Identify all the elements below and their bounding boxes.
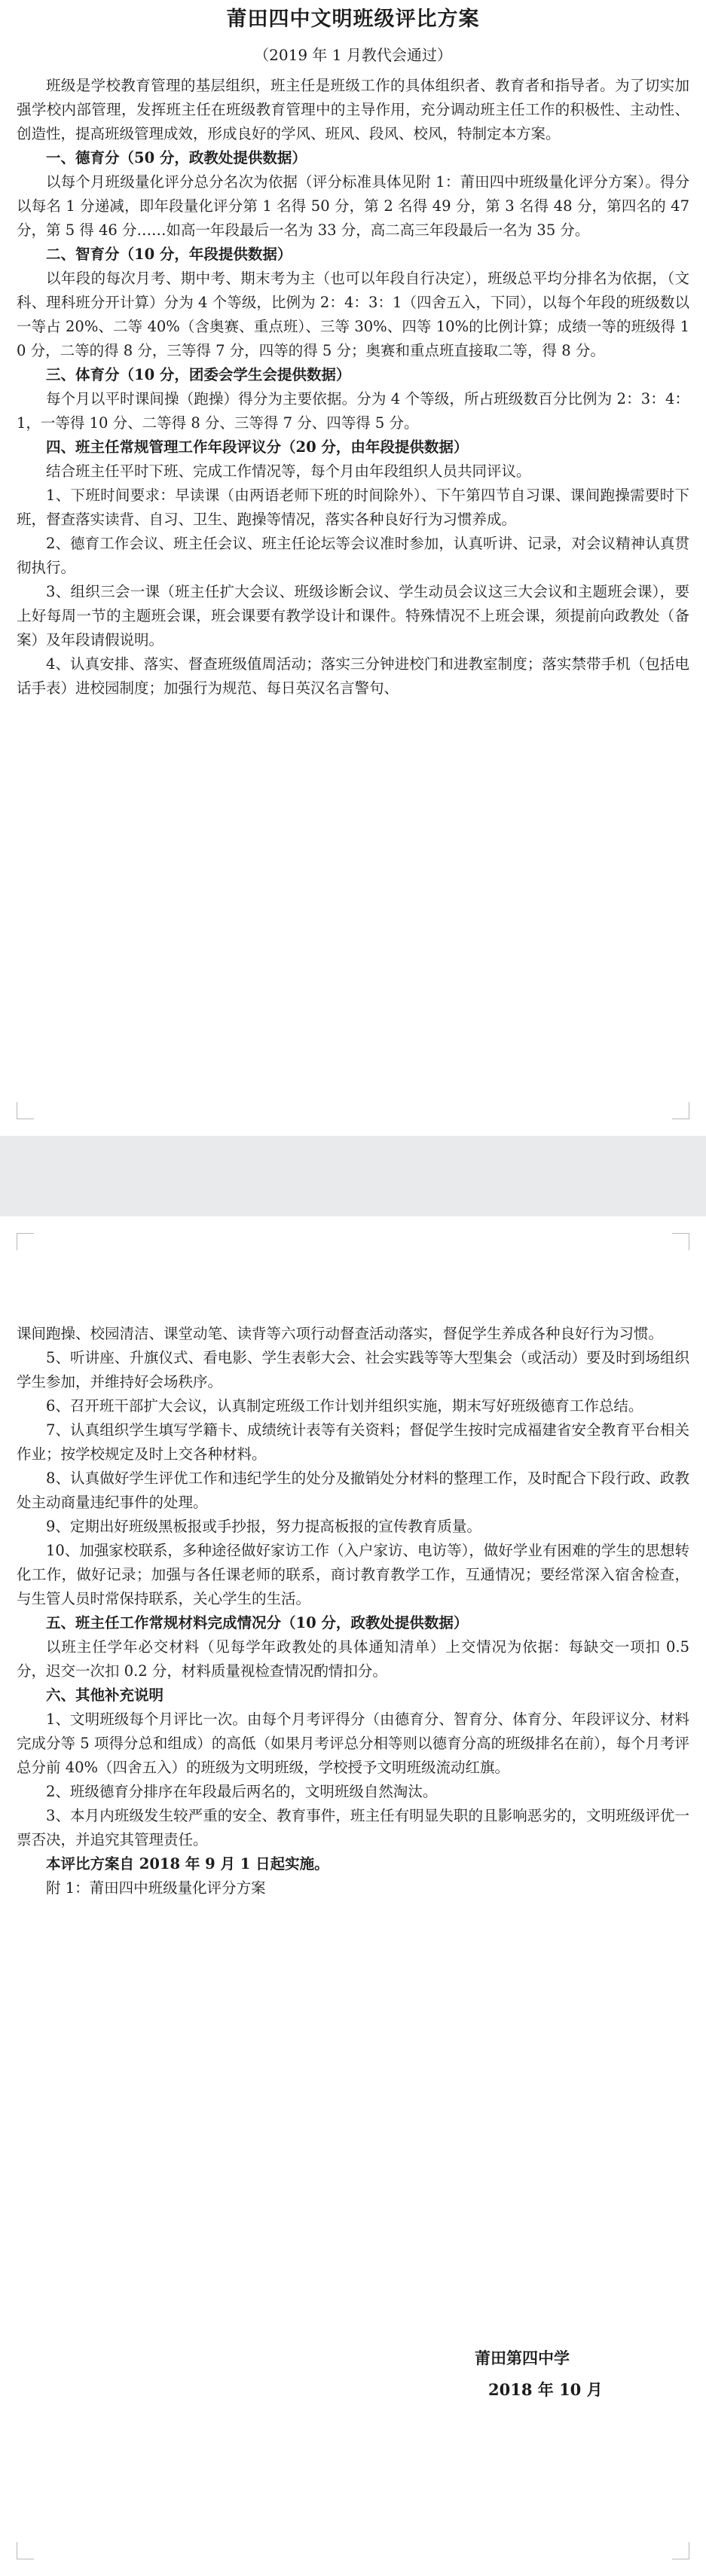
page-corner-mark — [672, 1102, 689, 1119]
page-2-content — [17, 1322, 689, 1900]
paragraph: 课间跑操、校园清洁、课堂动笔、读背等六项行动督查活动落实，督促学生养成各种良好行为习惯。 — [17, 1325, 664, 1342]
section-heading: 一、德育分（50 分，政教处提供数据） — [46, 149, 307, 166]
document-page-1 — [0, 0, 706, 1136]
paragraph: 1、文明班级每个月评比一次。由每个月考评得分（由德育分、智育分、体育分、年段评议分、材料完成分等 5 项得分总和组成）的高低（如果月考评总分相等则以德育分高的班级排名在前），每个月考评总分前 40%（四舍五入）的班级为文明班级，学校授予文明班级流动红旗。 — [17, 1711, 689, 1776]
paragraph: 2、班级德育分排序在年段最后两名的，文明班级自然淘汰。 — [46, 1783, 438, 1800]
page-corner-mark — [17, 1233, 34, 1250]
signature-date: 2018 年 10 月 — [488, 2380, 603, 2399]
paragraph: 10、加强家校联系，多种途径做好家访工作（入户家访、电访等），做好学业有困难的学生的思想转化工作，做好记录；加强与各任课老师的联系，商讨教育教学工作，互通情况；要经常深入宿舍检查，与生管人员时常保持联系，关心学生的生活。 — [17, 1542, 689, 1607]
page-corner-mark — [17, 1102, 34, 1119]
paragraph: 1、下班时间要求：早读课（由两语老师下班的时间除外）、下午第四节自习课、课间跑操需要时下班，督查落实读背、自习、卫生、跑操等情况，落实各种良好行为习惯养成。 — [17, 487, 689, 528]
page-corner-mark — [672, 1233, 689, 1250]
paragraph: 4、认真安排、落实、督查班级值周活动；落实三分钟进校门和进教室制度；落实禁带手机（包括电话手表）进校园制度；加强行为规范、每日英汉名言警句、 — [17, 655, 689, 697]
document-subtitle: （2019 年 1 月教代会通过） — [254, 46, 452, 64]
document-page-2 — [0, 1216, 706, 2576]
section-heading: 四、班主任常规管理工作年段评议分（20 分，由年段提供数据） — [46, 438, 469, 456]
page-corner-mark — [672, 2542, 689, 2559]
page-1-content — [17, 0, 689, 700]
paragraph: 7、认真组织学生填写学籍卡、成绩统计表等有关资料；督促学生按时完成福建省安全教育平台相关作业；按学校规定及时上交各种材料。 — [17, 1421, 689, 1463]
section-heading: 三、体育分（10 分，团委会学生会提供数据） — [46, 366, 351, 383]
paragraph: 结合班主任平时下班、完成工作情况等，每个月由年段组织人员共同评议。 — [46, 462, 531, 480]
paragraph: 班级是学校教育管理的基层组织，班主任是班级工作的具体组织者、教育者和指导者。为了切实加强学校内部管理，发挥班主任在班级教育管理中的主导作用，充分调动班主任工作的积极性、主动性、创造性，提高班级管理成效，形成良好的学风、班风、段风、校风，特制定本方案。 — [17, 77, 689, 142]
paragraph: 附 1：莆田四中班级量化评分方案 — [46, 1879, 266, 1897]
section-heading: 六、其他补充说明 — [46, 1686, 164, 1704]
paragraph: 2、德育工作会议、班主任会议、班主任论坛等会议准时参加，认真听讲、记录，对会议精神认真贯彻执行。 — [17, 535, 689, 576]
paragraph: 以班主任学年必交材料（见每学年政教处的具体通知清单）上交情况为依据：每缺交一项扣 0.5 分，迟交一次扣 0.2 分，材料质量视检查情况酌情扣分。 — [17, 1638, 689, 1680]
page-1-body — [17, 74, 689, 700]
page-corner-mark — [17, 2542, 34, 2559]
document-title: 莆田四中文明班级评比方案 — [226, 8, 480, 31]
paragraph: 9、定期出好班级黑板报或手抄报，努力提高板报的宣传教育质量。 — [46, 1518, 481, 1535]
section-heading: 五、班主任工作常规材料完成情况分（10 分，政教处提供数据） — [46, 1614, 469, 1631]
paragraph: 以每个月班级量化评分总分名次为依据（评分标准具体见附 1：莆田四中班级量化评分方案）。得分以每名 1 分递减，即年段量化评分第 1 名得 50 分，第 2 名得 49 分，第 3 名得 48 分，第四名的 47 分，第 5 得 46 分……如高一年段最后一名为 33 分，高二高三年段最后一名为 35 分。 — [17, 173, 689, 239]
paragraph: 6、召开班干部扩大会议，认真制定班级工作计划并组织实施，期末写好班级德育工作总结。 — [46, 1397, 643, 1415]
paragraph: 以年段的每次月考、期中考、期末考为主（也可以年段自行决定），班级总平均分排名为依据，（文科、理科班分开计算）分为 4 个等级，比例为 2：4：3：1（四舍五入，下同），以每个年段的班级数以一等占 20%、二等 40%（含奥赛、重点班）、三等 30%、四等 10%的比例计算；成绩一等的班级得 10 分，二等的得 8 分，三等得 7 分，四等的得 5 分；奥赛和重点班直接取二等，得 8 分。 — [17, 270, 689, 359]
paragraph: 3、组织三会一课（班主任扩大会议、班级诊断会议、学生动员会议这三大会议和主题班会课），要上好每周一节的主题班会课，班会课要有教学设计和课件。特殊情况不上班会课，须提前向政教处（备案）及年段请假说明。 — [17, 583, 689, 649]
paragraph: 3、本月内班级发生较严重的安全、教育事件，班主任有明显失职的且影响恶劣的，文明班级评优一票否决，并追究其管理责任。 — [17, 1807, 689, 1848]
section-heading: 二、智育分（10 分，年段提供数据） — [46, 246, 292, 263]
page-2-body — [17, 1322, 689, 1900]
signature-organization: 莆田第四中学 — [475, 2349, 570, 2367]
paragraph: 每个月以平时课间操（跑操）得分为主要依据。分为 4 个等级，所占班级数百分比例为 2：3：4：1，一等得 10 分、二等得 8 分、三等得 7 分、四等得 5 分。 — [17, 390, 689, 432]
paragraph: 8、认真做好学生评优工作和违纪学生的处分及撤销处分材料的整理工作，及时配合下段行政、政教处主动商量违纪事件的处理。 — [17, 1470, 689, 1511]
section-heading: 本评比方案自 2018 年 9 月 1 日起实施。 — [46, 1855, 329, 1872]
paragraph: 5、听讲座、升旗仪式、看电影、学生表彰大会、社会实践等等大型集会（或活动）要及时到场组织学生参加，并维持好会场秩序。 — [17, 1349, 689, 1390]
